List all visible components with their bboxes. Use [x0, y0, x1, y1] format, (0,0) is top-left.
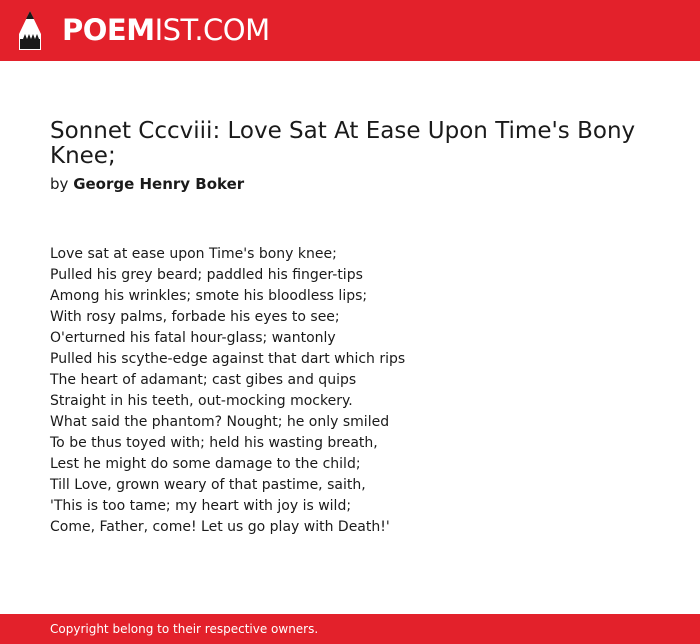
poem-line: To be thus toyed with; held his wasting breath,: [50, 435, 378, 451]
logo-text-bold: POEM: [62, 13, 155, 47]
poem-line: The heart of adamant; cast gibes and quips: [50, 372, 357, 388]
poem-line: O'erturned his fatal hour-glass; wantonly: [50, 330, 336, 346]
author-name: George Henry Boker: [73, 175, 245, 193]
poem-line: What said the phantom? Nought; he only smiled: [50, 414, 390, 430]
pencil-logo-icon[interactable]: [17, 10, 43, 52]
poem-line: Lest he might do some damage to the child;: [50, 456, 361, 472]
poem-title: Sonnet Cccviii: Love Sat At Ease Upon Time's Bony Knee;: [50, 118, 636, 169]
site-header: [0, 0, 700, 61]
logo-text-light: IST.COM: [154, 13, 270, 47]
poem-line: Straight in his teeth, out-mocking mockery.: [50, 393, 353, 409]
poem-line: With rosy palms, forbade his eyes to see;: [50, 309, 340, 325]
site-footer: [0, 614, 700, 644]
site-logo[interactable]: [62, 12, 270, 48]
poem-body: [50, 244, 650, 538]
poem-line: 'This is too tame; my heart with joy is wild;: [50, 498, 352, 514]
byline-prefix: by: [50, 175, 69, 193]
poem-line: Among his wrinkles; smote his bloodless lips;: [50, 288, 368, 304]
poem-line: Come, Father, come! Let us go play with Death!': [50, 519, 390, 535]
poem-line: Pulled his grey beard; paddled his finger-tips: [50, 267, 363, 283]
copyright-text: Copyright belong to their respective owners.: [50, 622, 319, 636]
poem-line: Love sat at ease upon Time's bony knee;: [50, 246, 337, 262]
poem-line: Till Love, grown weary of that pastime, saith,: [50, 477, 366, 493]
byline: [50, 175, 244, 193]
poem-line: Pulled his scythe-edge against that dart which rips: [50, 351, 406, 367]
